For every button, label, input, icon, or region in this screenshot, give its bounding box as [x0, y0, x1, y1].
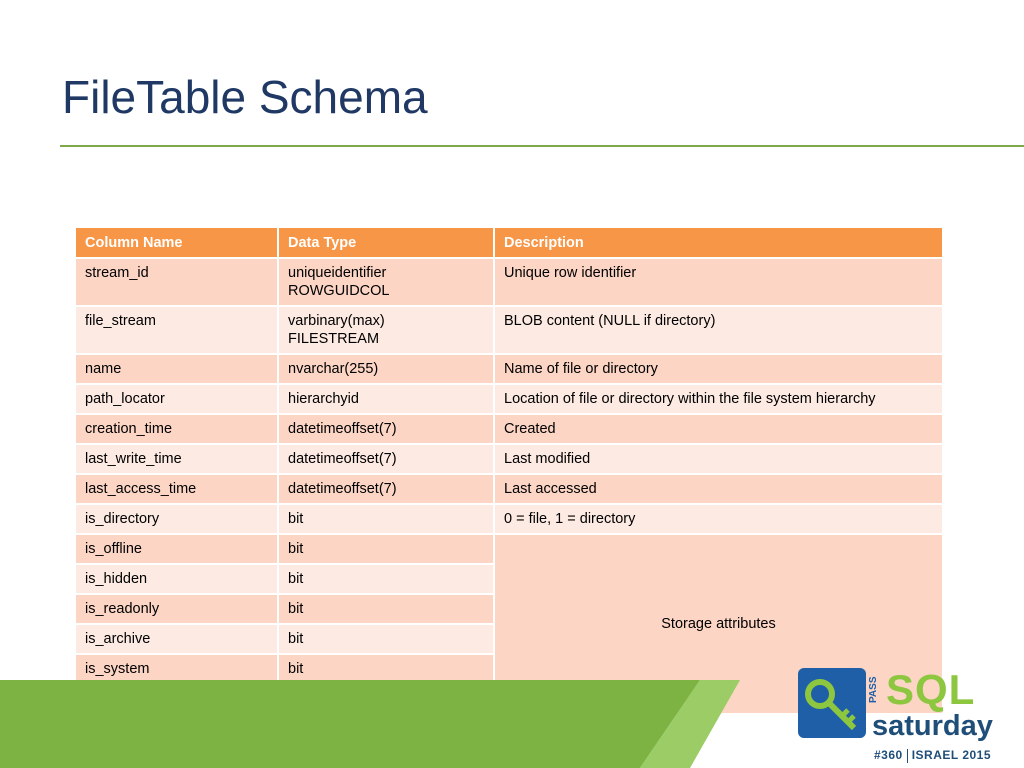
table-row [75, 258, 943, 306]
table-row [75, 504, 943, 534]
cell-data-type: bit [278, 654, 494, 684]
cell-data-type: nvarchar(255) [278, 354, 494, 384]
table-row [75, 474, 943, 504]
cell-data-type [278, 306, 494, 354]
cell-column-name: is_archive [75, 624, 278, 654]
green-band-main [0, 680, 700, 768]
cell-column-name: is_offline [75, 534, 278, 564]
data-type-line: ROWGUIDCOL [288, 283, 390, 299]
logo-event-line [874, 748, 991, 763]
cell-data-type: bit [278, 534, 494, 564]
cell-data-type: bit [278, 564, 494, 594]
cell-data-type: bit [278, 504, 494, 534]
header-data-type: Data Type [278, 227, 494, 258]
table-row [75, 354, 943, 384]
cell-column-name: last_write_time [75, 444, 278, 474]
cell-description: Name of file or directory [494, 354, 943, 384]
cell-data-type: bit [278, 594, 494, 624]
header-description: Description [494, 227, 943, 258]
table-row [75, 306, 943, 354]
cell-description: Last modified [494, 444, 943, 474]
logo-saturday-text: saturday [872, 710, 993, 742]
cell-data-type: datetimeoffset(7) [278, 474, 494, 504]
table-row [75, 384, 943, 414]
table-header-row [75, 227, 943, 258]
data-type-line: uniqueidentifier [288, 265, 387, 281]
cell-storage-attributes: Storage attributes [494, 534, 943, 714]
cell-column-name: path_locator [75, 384, 278, 414]
schema-table [74, 226, 944, 715]
cell-description: BLOB content (NULL if directory) [494, 306, 943, 354]
cell-column-name: last_access_time [75, 474, 278, 504]
cell-description: 0 = file, 1 = directory [494, 504, 943, 534]
data-type-line: FILESTREAM [288, 331, 380, 347]
cell-column-name: name [75, 354, 278, 384]
logo-sql-text: SQL [886, 666, 976, 713]
logo-pass-text: PASS [868, 676, 879, 704]
logo-event-location: ISRAEL 2015 [911, 748, 992, 762]
title-divider [60, 145, 1024, 147]
sql-saturday-logo [798, 668, 1008, 768]
logo-key-box [798, 668, 866, 738]
slide-title: FileTable Schema [62, 71, 428, 123]
cell-description: Unique row identifier [494, 258, 943, 306]
cell-data-type: bit [278, 624, 494, 654]
cell-data-type: hierarchyid [278, 384, 494, 414]
cell-description: Location of file or directory within the file system hierarchy [494, 384, 943, 414]
cell-column-name: stream_id [75, 258, 278, 306]
table-row [75, 414, 943, 444]
cell-column-name: is_system [75, 654, 278, 684]
cell-column-name: file_stream [75, 306, 278, 354]
cell-data-type [278, 258, 494, 306]
cell-column-name: creation_time [75, 414, 278, 444]
cell-column-name: is_hidden [75, 564, 278, 594]
cell-data-type: datetimeoffset(7) [278, 414, 494, 444]
cell-column-name: is_directory [75, 504, 278, 534]
data-type-line: varbinary(max) [288, 313, 385, 329]
cell-description: Last accessed [494, 474, 943, 504]
header-column-name: Column Name [75, 227, 278, 258]
cell-data-type: datetimeoffset(7) [278, 444, 494, 474]
table-row [75, 534, 943, 564]
table-row [75, 444, 943, 474]
cell-description: Created [494, 414, 943, 444]
key-icon [798, 668, 866, 738]
logo-separator [907, 749, 908, 763]
logo-event-number: #360 [874, 748, 903, 762]
cell-column-name: is_readonly [75, 594, 278, 624]
